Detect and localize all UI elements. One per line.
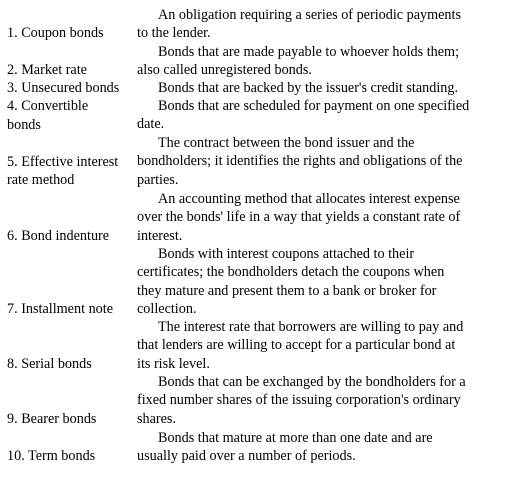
definition-4-line-1: Bonds that are scheduled for payment on one specified — [158, 98, 470, 114]
definition-5 — [137, 134, 509, 189]
definition-6-line-1: An accounting method that allocates interest expense — [158, 191, 460, 207]
definition-9-line-2: fixed number shares of the issuing corporation's ordinary — [137, 392, 461, 409]
term-convertible: 4. Convertible — [7, 98, 89, 114]
definition-6 — [137, 190, 509, 245]
definition-2-line-2: also called unregistered bonds. — [137, 62, 312, 79]
definition-5-line-1: The contract between the bond issuer and the — [158, 135, 415, 151]
definition-5-line-2: bondholders; it identifies the rights and obligations of the — [137, 153, 463, 170]
definition-3 — [137, 79, 509, 97]
definition-8-line-1: The interest rate that borrowers are willing to pay and — [158, 319, 464, 335]
definition-7-line-2: certificates; the bondholders detach the coupons when — [137, 264, 445, 281]
term-convertible-cont: bonds — [7, 117, 41, 133]
definition-1 — [137, 6, 509, 43]
term-serial-bonds: 8. Serial bonds — [7, 356, 92, 372]
term-term-bonds: 10. Term bonds — [7, 448, 96, 464]
term-unsecured-bonds: 3. Unsecured bonds — [7, 80, 120, 96]
term-effective-interest: 5. Effective interest — [7, 154, 119, 170]
definition-9-line-1: Bonds that can be exchanged by the bondholders for a — [158, 374, 466, 390]
definition-7-line-1: Bonds with interest coupons attached to their — [158, 246, 415, 262]
definition-8 — [137, 318, 509, 373]
definition-9-line-3: shares. — [137, 410, 177, 427]
definition-2-line-1: Bonds that are made payable to whoever holds them; — [158, 44, 460, 60]
definition-7-line-3: they mature and present them to a bank or broker for — [137, 282, 437, 299]
definition-10-line-2: usually paid over a number of periods. — [137, 448, 356, 465]
definition-4 — [137, 97, 509, 134]
definition-10-line-1: Bonds that mature at more than one date and are — [158, 430, 433, 446]
definition-9 — [137, 373, 509, 428]
definition-8-line-2: that lenders are willing to accept for a particular bond at — [137, 337, 456, 354]
term-bearer-bonds: 9. Bearer bonds — [7, 411, 97, 427]
definition-4-line-2: date. — [137, 116, 165, 133]
definition-5-line-3: parties. — [137, 171, 179, 188]
definition-1-line-1: An obligation requiring a series of periodic payments — [158, 7, 461, 23]
definition-8-line-3: its risk level. — [137, 355, 210, 372]
term-installment-note: 7. Installment note — [7, 301, 113, 317]
definition-6-line-3: interest. — [137, 227, 183, 244]
term-coupon-bonds: 1. Coupon bonds — [7, 25, 104, 41]
term-market-rate: 2. Market rate — [7, 62, 87, 78]
definition-7 — [137, 245, 509, 319]
definition-2 — [137, 43, 509, 80]
definition-6-line-2: over the bonds' life in a way that yields a constant rate of — [137, 209, 461, 226]
definition-3-line-1: Bonds that are backed by the issuer's credit standing. — [158, 80, 459, 96]
definition-1-line-2: to the lender. — [137, 25, 211, 42]
term-effective-interest-cont: rate method — [7, 172, 75, 188]
definition-10 — [137, 429, 509, 466]
term-bond-indenture: 6. Bond indenture — [7, 228, 110, 244]
definition-7-line-4: collection. — [137, 301, 197, 318]
